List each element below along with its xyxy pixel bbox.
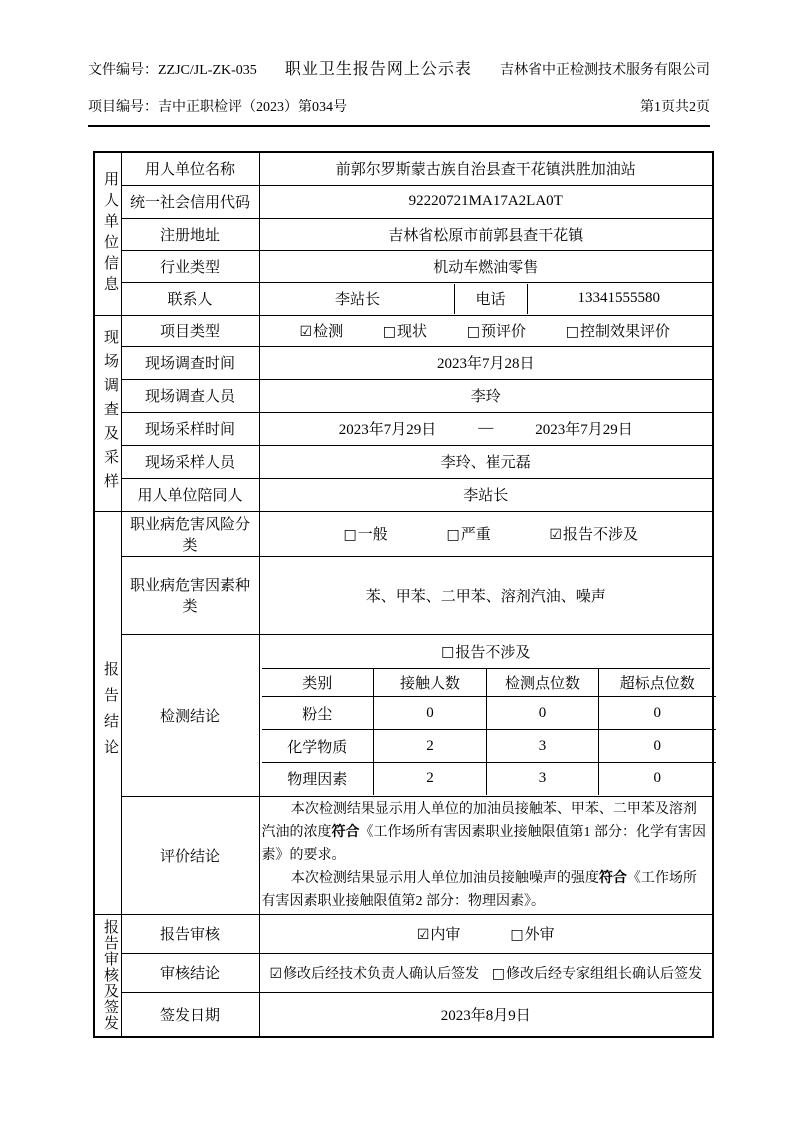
audit-conclusion-options — [259, 953, 713, 992]
date-range — [262, 418, 711, 439]
checkbox-label: 内审 — [430, 927, 461, 943]
checkbox-label: 报告不涉及 — [562, 527, 638, 543]
hazard-factors-value: 苯、甲苯、二甲苯、溶剂汽油、噪声 — [259, 556, 713, 634]
option-expert-leader-confirm — [492, 963, 702, 983]
checkbox-label: 一般 — [357, 527, 388, 543]
section-employer-info — [94, 152, 121, 315]
checkbox-label: 现状 — [397, 324, 428, 340]
industry-value: 机动车燃油零售 — [259, 250, 713, 282]
checkbox-unchecked-icon: □ — [382, 324, 397, 340]
escort-value: 李站长 — [259, 478, 713, 511]
checkbox-unchecked-icon: □ — [565, 324, 579, 340]
sampling-date-label: 现场采样时间 — [121, 412, 259, 445]
address-label: 注册地址 — [121, 218, 259, 250]
checkbox-label: 报告不涉及 — [455, 645, 531, 661]
table-row-physical — [262, 763, 716, 795]
employer-name-label: 用人单位名称 — [121, 152, 259, 185]
page-indicator: 第1页共2页 — [640, 100, 710, 115]
cell-points: 0 — [487, 697, 599, 730]
issue-date-label: 签发日期 — [121, 992, 259, 1037]
detection-conclusion-content — [259, 634, 713, 796]
paragraph-text: 《工作场所有害因素职业接触限值第1 部分：化学有害因素》的要求。 — [261, 824, 706, 863]
sampling-staff-label: 现场采样人员 — [121, 445, 259, 478]
cell-points: 3 — [487, 763, 599, 795]
detection-not-involved — [262, 636, 711, 669]
page-header — [88, 0, 710, 127]
option-tech-leader-confirm — [270, 963, 480, 983]
option-severe — [446, 523, 490, 544]
option-pre-evaluation — [467, 320, 526, 341]
option-general — [344, 523, 388, 544]
address-value: 吉林省松原市前郭县查干花镇 — [259, 218, 713, 250]
date-range-dash: — — [478, 420, 494, 436]
paragraph-text: 《工作场所有害因素职业接触限值第2 部分：物理因素》。 — [261, 870, 697, 909]
detection-table — [262, 669, 716, 795]
option-not-involved — [549, 523, 638, 544]
checkbox-group — [262, 963, 711, 983]
evaluation-conclusion-label: 评价结论 — [121, 796, 259, 914]
table-row-chemical — [262, 730, 716, 763]
contact-value: 李站长 — [334, 292, 380, 308]
cell-points: 3 — [487, 730, 599, 763]
phone-value: 13341555580 — [527, 284, 711, 314]
paragraph-text: 本次检测结果显示用人单位的加油员接触苯、甲苯、二甲苯及溶剂汽油的浓度 — [261, 801, 697, 840]
cell-exposed: 2 — [374, 730, 487, 763]
checkbox-label: 控制效果评价 — [579, 324, 670, 340]
cell-over-limit: 0 — [599, 730, 716, 763]
evaluation-paragraph-2 — [262, 867, 711, 913]
checkbox-label: 外审 — [524, 927, 555, 943]
cell-exposed: 2 — [374, 763, 487, 795]
col-header-exposed: 接触人数 — [374, 669, 487, 697]
checkbox-group — [262, 923, 711, 944]
sampling-date-range — [259, 412, 713, 445]
section-label: 现场调查及采样 — [102, 329, 118, 497]
project-type-label: 项目类型 — [121, 315, 259, 346]
evaluation-conclusion-text — [259, 796, 713, 914]
form-table — [93, 151, 714, 1038]
evaluation-paragraph-1 — [262, 798, 711, 867]
risk-class-options — [259, 511, 713, 556]
col-header-category: 类别 — [262, 669, 374, 697]
phone-label: 电话 — [454, 284, 527, 314]
table-row-dust — [262, 697, 716, 730]
contact-split — [262, 284, 711, 314]
option-detection — [300, 320, 344, 341]
audit-conclusion-label: 审核结论 — [121, 953, 259, 992]
credit-code-label: 统一社会信用代码 — [121, 185, 259, 218]
col-header-points: 检测点位数 — [487, 669, 599, 697]
survey-date-value: 2023年7月28日 — [259, 346, 713, 379]
section-label: 报告审核及签发 — [102, 919, 118, 1032]
project-number: 项目编号：吉中正职检评（2023）第034号 — [88, 100, 347, 115]
cell-category: 粉尘 — [262, 697, 374, 730]
checkbox-unchecked-icon: □ — [441, 643, 455, 660]
sampling-staff-value: 李玲、崔元磊 — [259, 445, 713, 478]
sampling-date-from: 2023年7月29日 — [338, 422, 437, 438]
cell-exposed: 0 — [374, 697, 487, 730]
option-status-quo — [383, 320, 427, 341]
cell-category: 物理因素 — [262, 763, 374, 795]
col-header-over-limit: 超标点位数 — [599, 669, 716, 697]
contact-label: 联系人 — [121, 282, 259, 315]
checkbox-unchecked-icon: □ — [343, 527, 357, 543]
paragraph-bold-text: 符合 — [598, 870, 627, 886]
checkbox-checked-icon: ☑ — [416, 927, 430, 943]
checkbox-group — [262, 320, 711, 341]
section-report-conclusion — [94, 511, 121, 914]
checkbox-label: 检测 — [313, 324, 344, 340]
company-name: 吉林省中正检测技术服务有限公司 — [500, 63, 710, 78]
cell-over-limit: 0 — [599, 763, 716, 795]
project-type-options — [259, 315, 713, 346]
survey-date-label: 现场调查时间 — [121, 346, 259, 379]
checkbox-label: 预评价 — [481, 324, 527, 340]
checkbox-unchecked-icon: □ — [491, 965, 505, 982]
detection-conclusion-label: 检测结论 — [121, 634, 259, 796]
checkbox-checked-icon: ☑ — [269, 965, 283, 982]
survey-staff-label: 现场调查人员 — [121, 379, 259, 412]
page-title: 职业卫生报告网上公示表 — [284, 61, 472, 78]
checkbox-label: 修改后经技术负责人确认后签发 — [283, 966, 480, 982]
option-external-audit — [510, 923, 554, 944]
detection-header-row — [262, 669, 716, 697]
checkbox-label: 修改后经专家组组长确认后签发 — [506, 966, 702, 982]
cell-category: 化学物质 — [262, 730, 374, 763]
checkbox-checked-icon: ☑ — [299, 324, 313, 340]
risk-class-label: 职业病危害风险分类 — [121, 511, 259, 556]
issue-date-value: 2023年8月9日 — [259, 992, 713, 1037]
checkbox-label: 严重 — [460, 527, 491, 543]
section-survey-sampling — [94, 315, 121, 511]
cell-over-limit: 0 — [599, 697, 716, 730]
checkbox-unchecked-icon: □ — [446, 527, 460, 543]
header-rule — [88, 125, 710, 127]
document-number: 文件编号：ZZJC/JL-ZK-035 — [88, 63, 257, 78]
contact-row — [259, 282, 713, 315]
checkbox-group — [262, 523, 711, 544]
checkbox-unchecked-icon: □ — [466, 324, 480, 340]
sampling-date-to: 2023年7月29日 — [535, 422, 633, 438]
industry-label: 行业类型 — [121, 250, 259, 282]
paragraph-bold-text: 符合 — [331, 824, 360, 840]
option-control-effect — [566, 320, 670, 341]
checkbox-checked-icon: ☑ — [549, 527, 562, 543]
hazard-factors-label: 职业病危害因素种类 — [121, 556, 259, 634]
section-review-issuance — [94, 914, 121, 1037]
escort-label: 用人单位陪同人 — [121, 478, 259, 511]
credit-code-value: 92220721MA17A2LA0T — [259, 185, 713, 218]
survey-staff-value: 李玲 — [259, 379, 713, 412]
employer-name-value: 前郭尔罗斯蒙古族自治县查干花镇洪胜加油站 — [259, 152, 713, 185]
checkbox-unchecked-icon: □ — [510, 927, 524, 943]
header-line-2 — [88, 96, 710, 116]
header-line-1 — [88, 56, 710, 79]
section-label: 报告结论 — [102, 660, 118, 765]
option-internal-audit — [417, 923, 461, 944]
section-label: 用人单位信息 — [102, 170, 118, 297]
paragraph-text: 本次检测结果显示用人单位加油员接触噪声的强度 — [290, 870, 599, 886]
report-audit-label: 报告审核 — [121, 914, 259, 953]
report-audit-options — [259, 914, 713, 953]
